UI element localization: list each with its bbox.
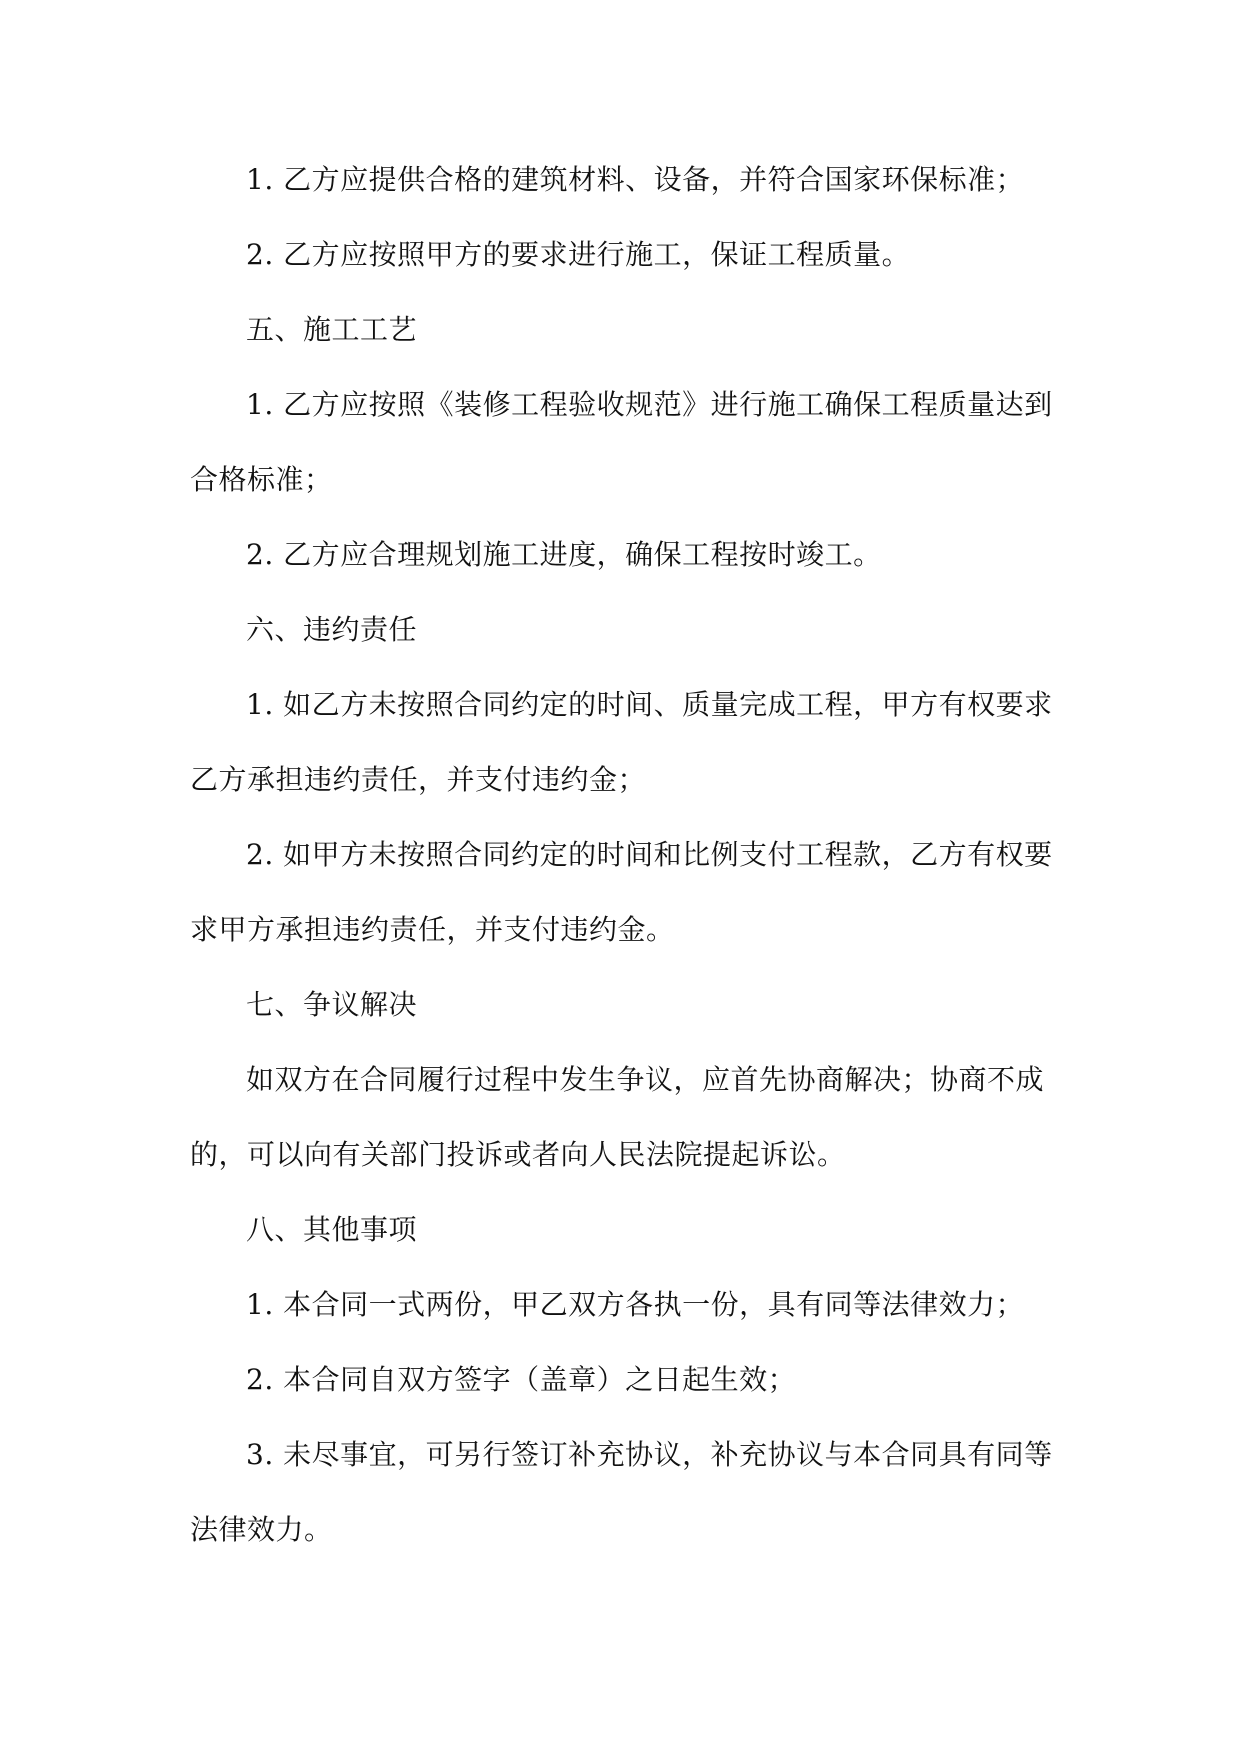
clause-contractor-breach: 1. 如乙方未按照合同约定的时间、质量完成工程，甲方有权要求乙方承担违约责任，并支付违约金； xyxy=(190,688,1053,796)
clause-dispute-resolution: 如双方在合同履行过程中发生争议，应首先协商解决；协商不成的，可以向有关部门投诉或者向人民法院提起诉讼。 xyxy=(190,1063,1045,1171)
clause-acceptance-standard: 1. 乙方应按照《装修工程验收规范》进行施工确保工程质量达到合格标准； xyxy=(190,388,1053,496)
section-heading-other: 八、其他事项 xyxy=(246,1213,418,1246)
clause-effective-date: 2. 本合同自双方签字（盖章）之日起生效； xyxy=(246,1363,797,1396)
clause-supplementary: 3. 未尽事宜，可另行签订补充协议，补充协议与本合同具有同等法律效力。 xyxy=(190,1438,1053,1546)
clause-schedule: 2. 乙方应合理规划施工进度，确保工程按时竣工。 xyxy=(246,538,882,571)
section-heading-process: 五、施工工艺 xyxy=(246,313,418,346)
clause-copies: 1. 本合同一式两份，甲乙双方各执一份，具有同等法律效力； xyxy=(246,1288,1025,1321)
clause-materials: 1. 乙方应提供合格的建筑材料、设备，并符合国家环保标准； xyxy=(246,163,1025,196)
section-heading-disputes: 七、争议解决 xyxy=(246,988,418,1021)
document-body xyxy=(190,142,1062,1567)
clause-client-breach: 2. 如甲方未按照合同约定的时间和比例支付工程款，乙方有权要求甲方承担违约责任，并支付违约金。 xyxy=(190,838,1053,946)
section-heading-liability: 六、违约责任 xyxy=(246,613,418,646)
clause-construction-quality: 2. 乙方应按照甲方的要求进行施工，保证工程质量。 xyxy=(246,238,911,271)
